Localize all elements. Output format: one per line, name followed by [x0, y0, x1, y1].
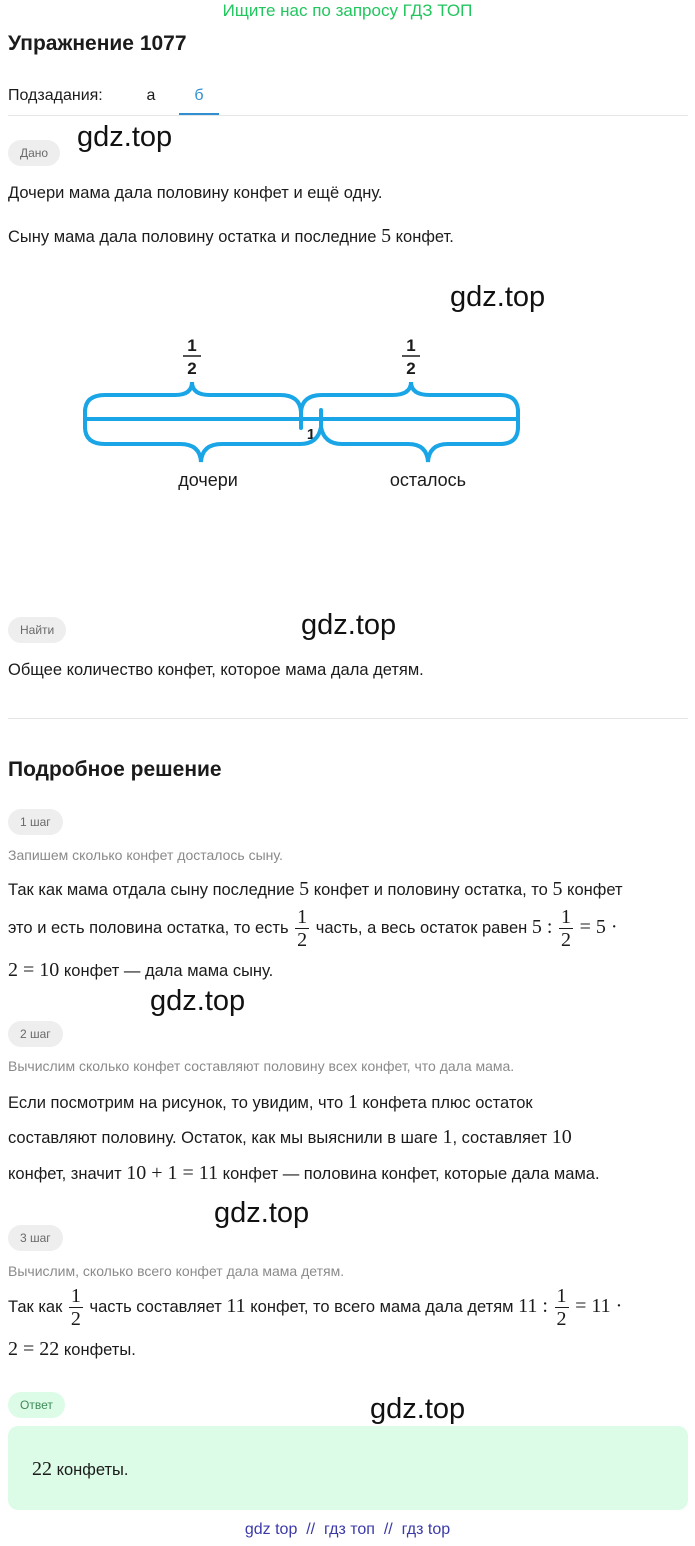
watermark: gdz.top: [214, 1197, 310, 1229]
step-3-hint: Вычислим, сколько всего конфет дала мама детям.: [8, 1263, 345, 1279]
fraction-one-half: $\frac{1}{2}$: [70, 1285, 81, 1330]
solution-title: Подробное решение: [8, 758, 222, 781]
answer-badge: Ответ: [8, 1392, 65, 1418]
step-1-line-1: Так как мама отдала сыну последние 5 конфет и половину остатка, то 5 конфет: [8, 878, 623, 900]
candy-diagram: [60, 320, 560, 500]
lower-brace-right: [321, 427, 518, 462]
divider: [8, 718, 688, 719]
step-3-line-2: 2 = 22 конфеты.: [8, 1338, 136, 1360]
footer-link-gdz-top-mixed[interactable]: гдз top: [401, 1521, 451, 1538]
find-badge: Найти: [8, 617, 66, 643]
svg-text:2: 2: [406, 359, 416, 378]
step-3-line-1: Так как $\frac{1}{2}$ часть составляет 11 конфет, то всего мама дала детям 11 : $\frac{1}{2}$ = 11 ·: [8, 1285, 623, 1330]
tab-subtask-a[interactable]: а: [146, 87, 156, 104]
step-2-badge: 2 шаг: [8, 1021, 63, 1047]
half-fraction-left: [183, 336, 201, 378]
fraction-one-half: $\frac{1}{2}$: [297, 906, 308, 951]
tab-subtask-b[interactable]: б: [194, 87, 204, 104]
footer-link-gdz-top[interactable]: gdz top: [244, 1521, 298, 1538]
subtasks-label: Подзадания:: [8, 87, 103, 104]
step-1-hint: Запишем сколько конфет досталось сыну.: [8, 847, 283, 863]
given-line-2: Сыну мама дала половину остатка и последние 5 конфет.: [8, 225, 454, 247]
given-badge: Дано: [8, 140, 60, 166]
watermark: gdz.top: [450, 281, 546, 313]
watermark: gdz.top: [301, 609, 397, 641]
step-2-line-3: конфет, значит 10 + 1 = 11 конфет — половина конфет, которые дала мама.: [8, 1162, 600, 1184]
given-line-1: Дочери мама дала половину конфет и ещё одну.: [8, 184, 383, 202]
remainder-label: осталось: [389, 470, 467, 490]
fraction-one-half: $\frac{1}{2}$: [560, 906, 571, 951]
footer-links: [0, 1521, 695, 1539]
watermark: gdz.top: [77, 121, 173, 153]
half-fraction-right: [402, 336, 420, 378]
upper-brace-left: [85, 382, 301, 412]
step-2-line-2: составляют половину. Остаток, как мы выяснили в шаге 1, составляет 10: [8, 1126, 572, 1148]
watermark: gdz.top: [370, 1393, 466, 1425]
step-2-line-1: Если посмотрим на рисунок, то увидим, что 1 конфета плюс остаток: [8, 1091, 533, 1113]
upper-brace-right: [301, 382, 518, 412]
footer-link-gdz-top-ru[interactable]: гдз топ: [324, 1521, 375, 1538]
svg-text:2: 2: [187, 359, 197, 378]
step-2-hint: Вычислим сколько конфет составляют половину всех конфет, что дала мама.: [8, 1058, 515, 1074]
footer-separator: //: [306, 1521, 316, 1538]
search-banner: Ищите нас по запросу ГДЗ ТОП: [222, 1, 473, 20]
daughter-label: дочери: [178, 470, 238, 490]
step-1-line-2: это и есть половина остатка, то есть $\frac{1}{2}$ часть, а весь остаток равен 5 : $\frac{1}{2}$ = 5 ·: [8, 906, 618, 951]
page-title: Упражнение 1077: [8, 32, 187, 55]
fraction-one-half: $\frac{1}{2}$: [556, 1285, 567, 1330]
step-1-badge: 1 шаг: [8, 809, 63, 835]
step-1-line-3: 2 = 10 конфет — дала мама сыну.: [8, 959, 274, 981]
watermark: gdz.top: [150, 985, 246, 1017]
divider: [8, 115, 688, 116]
step-3-badge: 3 шаг: [8, 1225, 63, 1251]
one-candy-label: 1: [306, 426, 316, 443]
lower-brace-left: [85, 427, 321, 462]
svg-text:1: 1: [406, 336, 416, 355]
svg-text:1: 1: [187, 336, 197, 355]
footer-separator: //: [383, 1521, 393, 1538]
find-text: Общее количество конфет, которое мама дала детям.: [8, 661, 424, 679]
answer-text: 22 конфеты.: [32, 1458, 129, 1480]
